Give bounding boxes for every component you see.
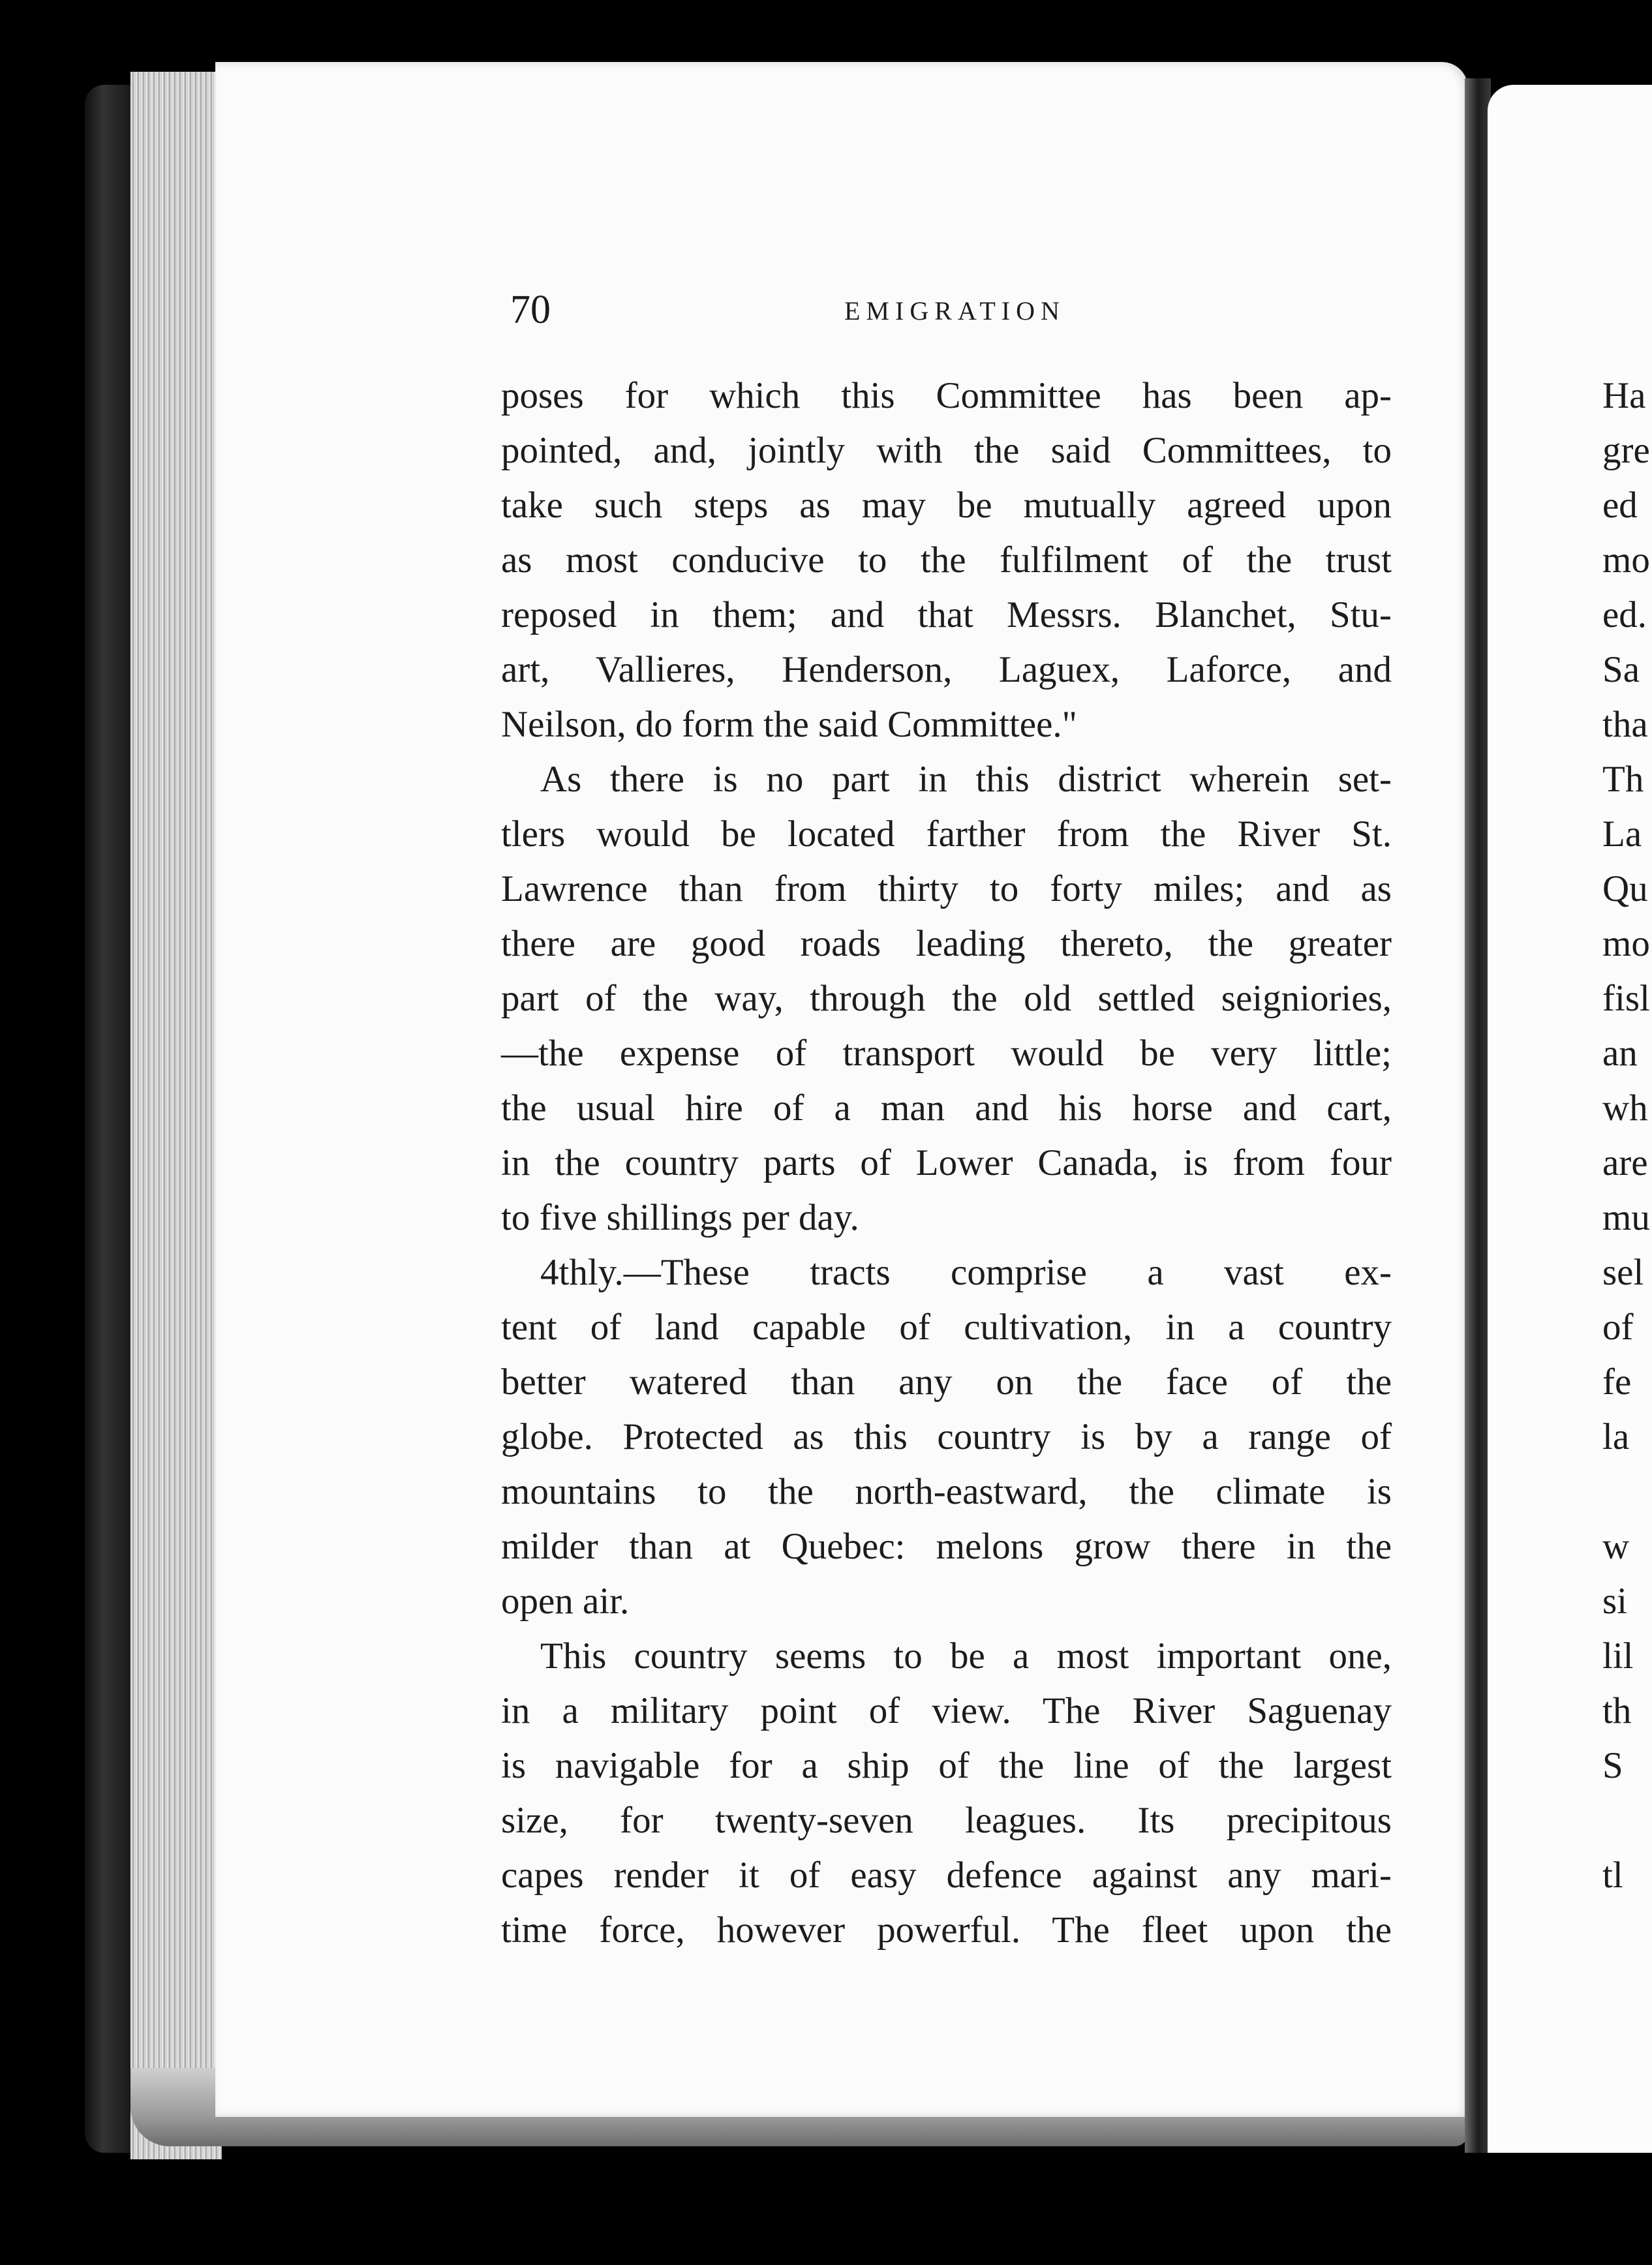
facing-fragment: fe xyxy=(1602,1361,1632,1403)
facing-fragment: Sa xyxy=(1602,649,1640,690)
text-line: capes render it of easy defence against any mari- xyxy=(501,1855,1392,1896)
text-line: art, Vallieres, Henderson, Laguex, Laforce, and xyxy=(501,649,1392,690)
facing-fragment: si xyxy=(1602,1581,1628,1622)
text-line: in a military point of view. The River Saguenay xyxy=(501,1690,1392,1731)
facing-fragment: Qu xyxy=(1602,868,1648,909)
text-line: time force, however powerful. The fleet upon the xyxy=(501,1909,1392,1951)
facing-fragment: w xyxy=(1602,1526,1630,1567)
facing-fragment: mo xyxy=(1602,540,1650,581)
facing-fragment: S xyxy=(1602,1745,1623,1786)
running-title: EMIGRATION xyxy=(844,296,1065,326)
facing-fragment: La xyxy=(1602,813,1642,855)
text-line: the usual hire of a man and his horse and cart, xyxy=(501,1087,1392,1129)
text-line: is navigable for a ship of the line of the largest xyxy=(501,1745,1392,1786)
text-line: there are good roads leading thereto, the greater xyxy=(501,923,1392,964)
facing-fragment: lil xyxy=(1602,1635,1634,1677)
text-line: in the country parts of Lower Canada, is from four xyxy=(501,1142,1392,1183)
text-line: reposed in them; and that Messrs. Blanchet, Stu- xyxy=(501,594,1392,635)
body-text xyxy=(501,369,1392,1958)
facing-fragment: th xyxy=(1602,1690,1632,1731)
facing-fragment: ed. xyxy=(1602,594,1647,635)
text-line: pointed, and, jointly with the said Committees, to xyxy=(501,430,1392,471)
facing-fragment: gre xyxy=(1602,430,1650,471)
text-line: take such steps as may be mutually agreed upon xyxy=(501,485,1392,526)
facing-fragment: tha xyxy=(1602,704,1648,745)
facing-fragment: la xyxy=(1602,1416,1630,1457)
facing-fragment xyxy=(1602,1465,1652,1519)
facing-fragment: are xyxy=(1602,1142,1648,1183)
book-spine xyxy=(85,85,130,2153)
facing-fragment: tl xyxy=(1602,1855,1623,1896)
facing-fragment: fisl xyxy=(1602,978,1650,1019)
text-line: part of the way, through the old settled seigniories, xyxy=(501,978,1392,1019)
text-line: Lawrence than from thirty to forty miles; and as xyxy=(501,868,1392,909)
text-line: As there is no part in this district wherein set- xyxy=(540,759,1392,800)
text-line: better watered than any on the face of the xyxy=(501,1361,1392,1403)
facing-fragment: ed xyxy=(1602,485,1638,526)
book-gutter xyxy=(1465,78,1491,2153)
facing-fragment: an xyxy=(1602,1033,1638,1074)
text-line: mountains to the north-eastward, the climate is xyxy=(501,1471,1392,1512)
text-line: milder than at Quebec: melons grow there in the xyxy=(501,1526,1392,1567)
text-line: 4thly.—These tracts comprise a vast ex- xyxy=(540,1252,1392,1293)
text-line: as most conducive to the fulfilment of the trust xyxy=(501,540,1392,581)
text-line: This country seems to be a most important one, xyxy=(540,1635,1392,1677)
text-line: poses for which this Committee has been ap- xyxy=(501,375,1392,416)
page-number: 70 xyxy=(510,288,551,332)
facing-fragment xyxy=(1602,1793,1652,1848)
text-line: Neilson, do form the said Committee." xyxy=(501,704,1077,745)
facing-fragment: wh xyxy=(1602,1087,1648,1129)
text-line: —the expense of transport would be very little; xyxy=(501,1033,1392,1074)
text-line: tent of land capable of cultivation, in a country xyxy=(501,1307,1392,1348)
text-line: open air. xyxy=(501,1581,630,1622)
text-line: tlers would be located farther from the River St. xyxy=(501,813,1392,855)
facing-fragment: sel xyxy=(1602,1252,1644,1293)
facing-fragment: mo xyxy=(1602,923,1650,964)
text-line: globe. Protected as this country is by a range of xyxy=(501,1416,1392,1457)
text-line: to five shillings per day. xyxy=(501,1197,859,1238)
facing-page-text xyxy=(1602,369,1652,1903)
facing-fragment: of xyxy=(1602,1307,1634,1348)
page-edge-stack xyxy=(130,72,222,2159)
facing-fragment: mu xyxy=(1602,1197,1650,1238)
facing-fragment: Ha xyxy=(1602,375,1646,416)
facing-fragment: Th xyxy=(1602,759,1644,800)
text-line: size, for twenty-seven leagues. Its precipitous xyxy=(501,1800,1392,1841)
